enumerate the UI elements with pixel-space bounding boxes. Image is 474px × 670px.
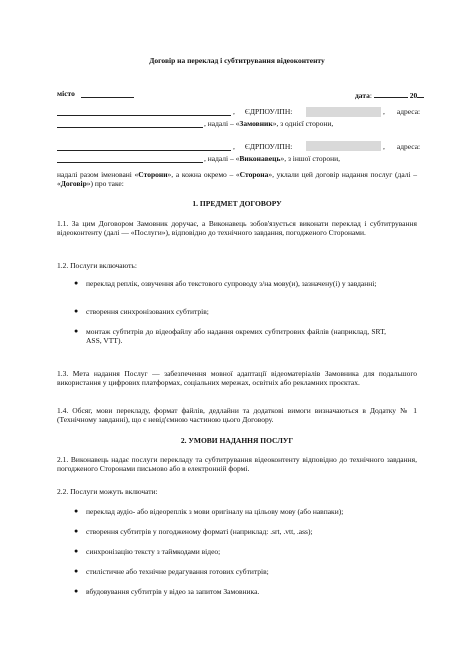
customer-name-blank — [57, 107, 231, 116]
date-blank — [374, 89, 408, 98]
list-item: стилістичне або технічне редагування готових субтитрів; — [86, 567, 269, 576]
customer-role: Замовник — [239, 119, 273, 128]
clause-2-1: 2.1. Виконавець надає послуги перекладу та субтитрування відеоконтенту відповідно до технічного завдання, погодженого Сторонами письмово або в електронній формі. — [57, 455, 417, 473]
bullet-icon: ● — [74, 327, 79, 335]
date-label: дата — [355, 91, 370, 100]
clause-2-2: 2.2. Послуги можуть включати: — [57, 487, 158, 496]
customer-edrpou-field[interactable] — [306, 107, 381, 117]
list-item: синхронізацію тексту з таймкодами відео; — [86, 547, 221, 556]
section-2-heading: 2. УМОВИ НАДАННЯ ПОСЛУГ — [180, 436, 294, 445]
list-item: вбудовування субтитрів у відео за запитом Замовника. — [86, 587, 260, 596]
customer-address-blank — [57, 119, 203, 128]
list-item: монтаж субтитрів до відеофайлу або надання окремих субтитрових файлів (наприклад, SRT, ASS, VTT). — [86, 327, 386, 345]
bullet-icon: ● — [74, 307, 79, 315]
contractor-address-blank — [57, 154, 203, 163]
clause-1-4: 1.4. Обсяг, мови перекладу, формат файлів, дедлайни та додаткові вимоги визначаються в Додатку № 1 (Технічному завданні), що є невід'ємною частиною цього Договору. — [57, 406, 417, 424]
contractor-edrpou-label: , ЄДРПОУ/ІПН: — [233, 142, 293, 151]
contractor-role: Виконавець — [239, 154, 281, 163]
clause-1-2: 1.2. Послуги включають: — [57, 261, 137, 270]
contractor-role-line: , надалі – «Виконавець», з іншої сторони, — [204, 154, 341, 163]
list-item: створення субтитрів у погодженому форматі (наприклад: .srt, .vtt, .ass); — [86, 527, 313, 536]
customer-role-line: , надалі – «Замовник», з однієї сторони, — [204, 119, 334, 128]
date-year: 20 — [409, 91, 418, 100]
bullet-icon: ● — [74, 567, 79, 575]
document-title: Договір на переклад і субтитрування відеоконтенту — [149, 56, 325, 65]
clause-1-3: 1.3. Мета надання Послуг — забезпечення мовної адаптації відеоматеріалів Замовника для подальшого використання у цифрових платформах, соціальних мережах, освітніх або рекламних проєктах. — [57, 369, 417, 387]
list-item: створення синхронізованих субтитрів; — [86, 307, 209, 316]
list-item: переклад реплік, озвучення або текстового супроводу з/на мову(и), зазначену(і) у завданні; — [86, 279, 377, 288]
bullet-icon: ● — [74, 507, 79, 515]
year-blank — [417, 89, 424, 98]
intro-paragraph: надалі разом іменовані «Сторони», а кожна окремо – «Сторона», уклали цей договір надання послуг (далі – «Договір») про таке: — [57, 170, 417, 188]
bullet-icon: ● — [74, 279, 79, 287]
bullet-icon: ● — [74, 587, 79, 595]
city-blank — [81, 89, 134, 98]
bullet-icon: ● — [74, 547, 79, 555]
clause-1-1: 1.1. За цим Договором Замовник доручає, а Виконавець зобов'язується виконати переклад і субтитрування відеоконтенту (далі — «Послуги»), відповідно до технічного завдання, погодженого Сторонами. — [57, 219, 417, 237]
customer-edrpou-label: , ЄДРПОУ/ІПН: — [233, 107, 293, 116]
contractor-name-blank — [57, 142, 231, 151]
list-item: переклад аудіо- або відеореплік з мови оригіналу на цільову мову (або навпаки); — [86, 507, 344, 516]
customer-address-label: , адреса: — [383, 107, 421, 116]
section-1-heading: 1. ПРЕДМЕТ ДОГОВОРУ — [192, 199, 282, 208]
bullet-icon: ● — [74, 527, 79, 535]
date-field: дата: 20 — [355, 89, 424, 100]
city-label: місто — [57, 89, 75, 98]
contractor-address-label: , адреса: — [383, 142, 421, 151]
contractor-edrpou-field[interactable] — [306, 141, 381, 151]
